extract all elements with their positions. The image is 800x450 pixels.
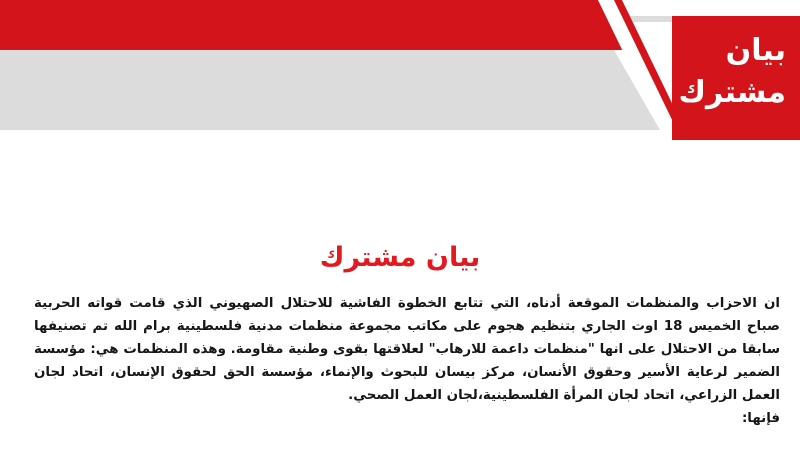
statement-badge: [672, 16, 800, 140]
document-title: بيان مشترك: [319, 242, 481, 273]
badge-title-line-1: بيان: [725, 33, 786, 68]
body-paragraph: ان الاحزاب والمنظمات الموقعة أدناه، التي تتابع الخطوة الفاشية للاحتلال الصهيوني الذي قامت قواته الحربية صباح الخميس 18 اوت الجاري بتنظيم هجوم على مكاتب مجموعة منظمات مدنية فلسطينية برام الله تم تصنيفها سابقا من الاحتلال على انها "منظمات داعمة للارهاب" لعلاقتها بقوى وطنية مقاومة. وهذه المنظمات هي: مؤسسة الضمير لرعاية الأسير وحقوق الأنسان، مركز بيسان للبحوث والإنماء، مؤسسة الحق لحقوق الإنسان، اتحاد لجان العمل الزراعي، اتحاد لجان المرأة الفلسطينية،لجان العمل الصحي.: [34, 296, 780, 403]
header-red-band: [0, 0, 624, 50]
header-white-stripe-right: [622, 0, 800, 16]
document-body: [34, 292, 780, 450]
body-paragraph: فإنها:: [741, 411, 780, 426]
badge-title-line-2: مشترك: [678, 75, 786, 110]
